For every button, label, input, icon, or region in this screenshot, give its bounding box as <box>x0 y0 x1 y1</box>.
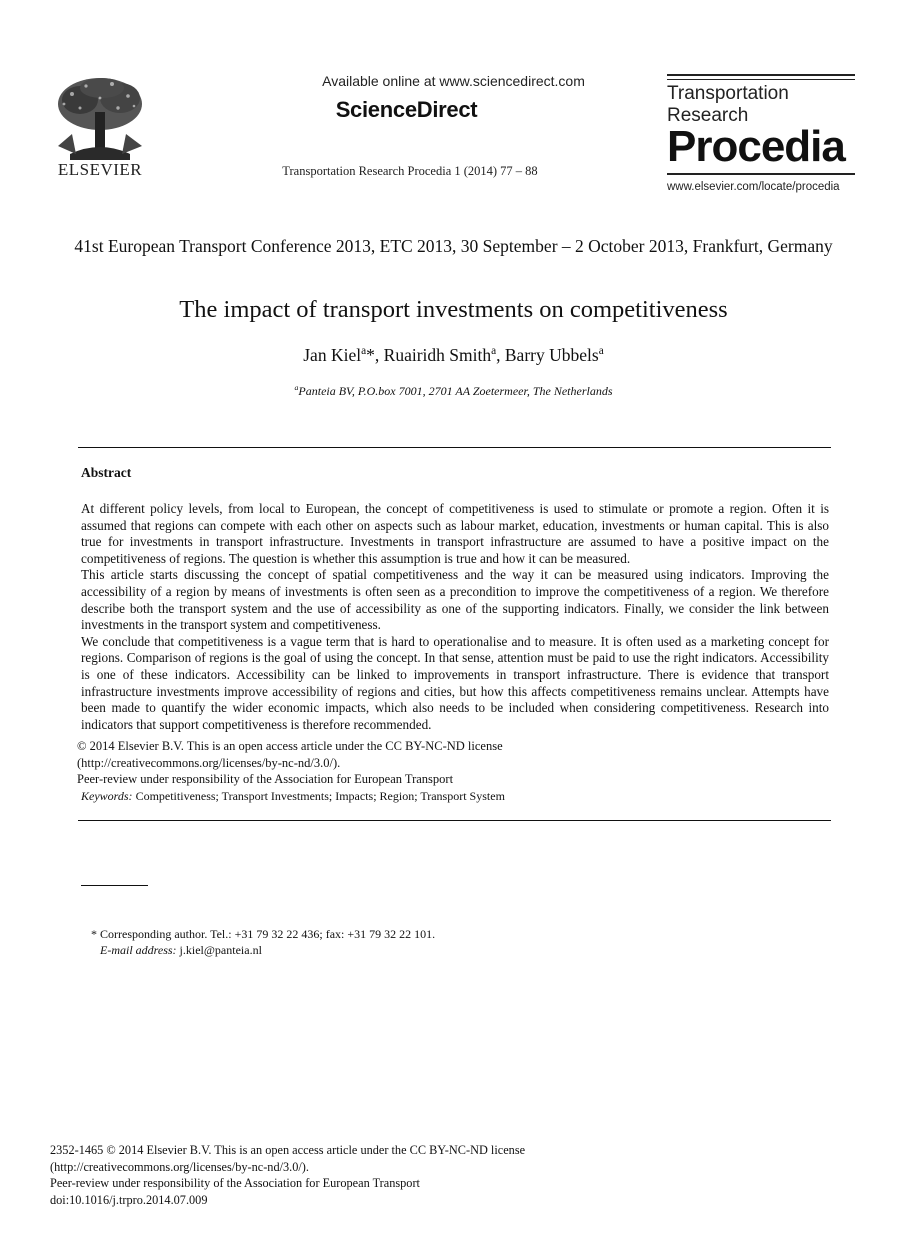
abstract-heading: Abstract <box>81 465 132 480</box>
keywords-label: Keywords: <box>81 789 133 803</box>
abstract-paragraph: We conclude that competitiveness is a vague term that is hard to operationalise and to measure. It is often used as a marketing concept for regions. Comparison of regions is the goal of using the concept. In that sense, attention must be paid to use the right indicators. Accessibility is one of these indicators. Accessibility can be linked to improvements in transport infrastructure. There is evidence that transport infrastructure investments improve accessibility of regions and cities, but how this affects competitiveness remains unclear. Attempts have been made to quantify the wider economic impacts, which also needs to be included when considering competitiveness. Research into indicators that support competitiveness is therefore recommended. <box>81 633 829 732</box>
page-footer <box>50 1142 525 1208</box>
journal-citation: Transportation Research Procedia 1 (2014) 77 – 88 <box>282 164 538 178</box>
brand-rule-top-thin <box>667 79 855 80</box>
license-link[interactable]: (http://creativecommons.org/licenses/by-nc-nd/3.0/). <box>77 756 341 770</box>
brand-line-2: Research <box>667 105 749 126</box>
brand-line-1: Transportation <box>667 83 789 104</box>
author-affil-sup: a <box>598 345 604 358</box>
author-affil-sup: a <box>361 345 367 358</box>
divider-bottom <box>78 820 831 821</box>
elsevier-logo <box>50 74 150 178</box>
peer-review-line: Peer-review under responsibility of the Association for European Transport <box>77 772 454 786</box>
license-line-1: © 2014 Elsevier B.V. This is an open access article under the CC BY-NC-ND license <box>77 739 503 753</box>
footer-peer-review: Peer-review under responsibility of the Association for European Transport <box>50 1176 420 1190</box>
available-online: Available online at www.sciencedirect.com <box>322 73 585 89</box>
brand-rule-bottom <box>667 173 855 175</box>
footer-issn-license: 2352-1465 © 2014 Elsevier B.V. This is an open access article under the CC BY-NC-ND license <box>50 1143 526 1157</box>
footnote-rule <box>81 885 148 886</box>
email-address[interactable]: j.kiel@panteia.nl <box>179 943 262 957</box>
sciencedirect-logo: ScienceDirect <box>335 97 478 122</box>
author-name: Barry Ubbels <box>504 345 599 365</box>
publisher-name: ELSEVIER <box>57 160 143 179</box>
corresponding-mark: * <box>366 345 375 365</box>
email-label: E-mail address: <box>100 943 177 957</box>
abstract-body <box>81 501 829 733</box>
journal-brand <box>667 74 855 193</box>
brand-line-3: Procedia <box>667 122 845 171</box>
abstract-paragraph: At different policy levels, from local to European, the concept of competitiveness is used to stimulate or promote a region. Often it is assumed that regions can compete with each other on aspects such as labour market, education, investments or human capital. This is also true for investments in transport infrastructure. Investments in transport infrastructure are assumed to have a positive impact on the competitiveness of regions. The question is whether this assumption is true and how it can be measured. <box>81 501 829 566</box>
conference-line: 41st European Transport Conference 2013, ETC 2013, 30 September – 2 October 2013, Frankfurt, Germany <box>74 236 833 256</box>
keywords-text: Competitiveness; Transport Investments; Impacts; Region; Transport System <box>135 789 505 803</box>
email-line <box>100 943 262 958</box>
abstract-paragraph: This article starts discussing the concept of spatial competitiveness and the way it can be measured using indicators. Improving the accessibility of a region by means of investments is often seen as a precondition to improve the competitiveness of a region. We therefore describe both the transport system and the use of accessibility as one of the supporting indicators. Finally, we consider the link between investments in the transport system and competitiveness. <box>81 567 829 633</box>
author-affil-sup: a <box>491 345 497 358</box>
author-name: Ruairidh Smith <box>383 345 492 365</box>
author-name: Jan Kiel <box>303 345 362 365</box>
corresponding-author: * Corresponding author. Tel.: +31 79 32 22 436; fax: +31 79 32 22 101. <box>91 927 436 941</box>
footer-license-link[interactable]: (http://creativecommons.org/licenses/by-nc-nd/3.0/). <box>50 1159 309 1174</box>
divider-top <box>78 447 831 448</box>
paper-title: The impact of transport investments on competitiveness <box>179 296 728 323</box>
footer-doi[interactable]: doi:10.1016/j.trpro.2014.07.009 <box>50 1192 208 1207</box>
brand-rule-top <box>667 74 855 76</box>
keywords <box>81 789 505 804</box>
brand-url[interactable]: www.elsevier.com/locate/procedia <box>667 181 840 193</box>
affil-sup: a <box>294 383 299 392</box>
affiliation <box>0 384 907 399</box>
author-list: Jan Kiel$^a$*, Ruairidh Smith$^a$, Barry Ubbels$^a$ <box>303 345 604 365</box>
affil-text: Panteia BV, P.O.box 7001, 2701 AA Zoetermeer, The Netherlands <box>298 384 613 398</box>
